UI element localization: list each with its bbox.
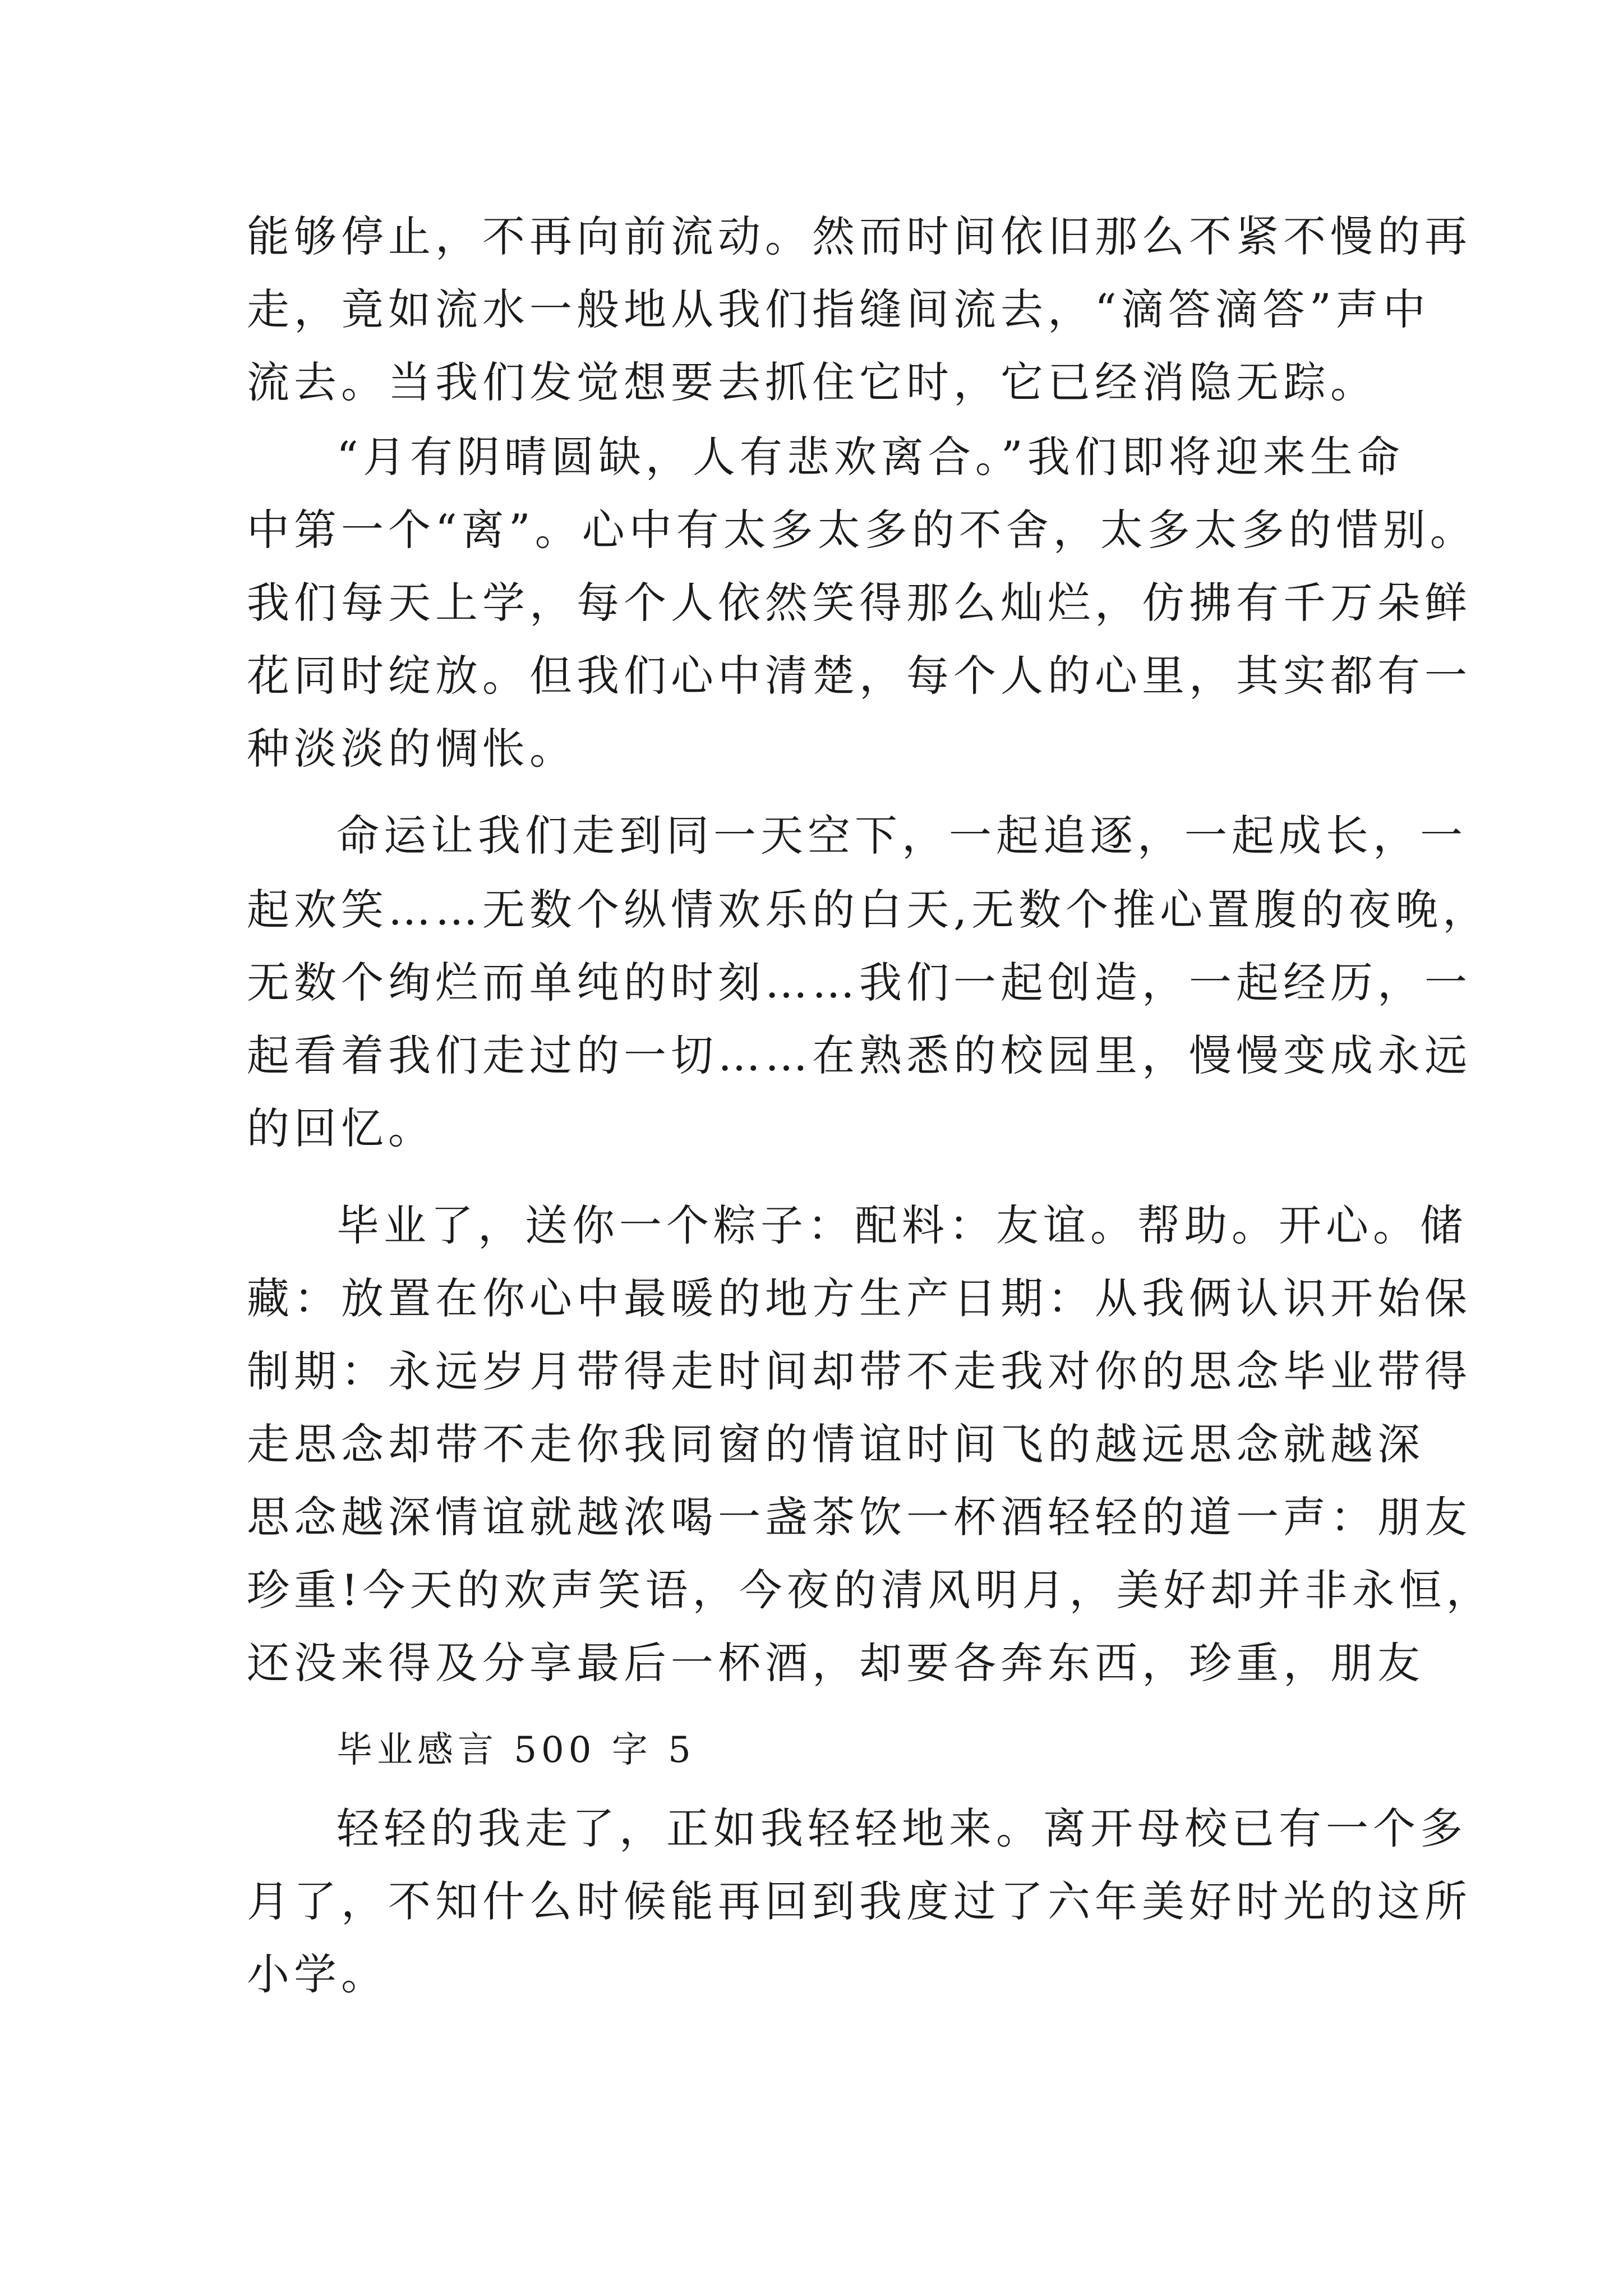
text-line: “月有阴晴圆缺，人有悲欢离合。”我们即将迎来生命 (336, 432, 1404, 482)
text-line: 走思念却带不走你我同窗的情谊时间飞的越远思念就越深 (247, 1419, 1424, 1469)
text-line: 藏：放置在你心中最暖的地方生产日期：从我俩认识开始保 (247, 1273, 1472, 1323)
text-line: 流去。当我们发觉想要去抓住它时，它已经消隐无踪。 (247, 357, 1377, 407)
text-line: 能够停止，不再向前流动。然而时间依旧那么不紧不慢的再 (247, 211, 1472, 261)
text-line: 毕业了，送你一个粽子：配料：友谊。帮助。开心。储 (336, 1200, 1467, 1250)
text-line: 无数个绚烂而单纯的时刻……我们一起创造，一起经历，一 (247, 958, 1472, 1007)
text-line: 走，竟如流水一般地从我们指缝间流去，“滴答滴答”声中 (247, 284, 1430, 334)
text-line: 制期：永远岁月带得走时间却带不走我对你的思念毕业带得 (247, 1346, 1472, 1396)
text-line: 起欢笑……无数个纵情欢乐的白天,无数个推心置腹的夜晚， (247, 885, 1490, 935)
text-line: 起看着我们走过的一切……在熟悉的校园里，慢慢变成永远 (247, 1030, 1472, 1080)
text-line: 轻轻的我走了，正如我轻轻地来。离开母校已有一个多 (336, 1803, 1467, 1853)
text-line: 思念越深情谊就越浓喝一盏茶饮一杯酒轻轻的道一声：朋友 (247, 1492, 1472, 1542)
text-line: 我们每天上学，每个人依然笑得那么灿烂，仿拂有千万朵鲜 (247, 578, 1472, 628)
text-line: 花同时绽放。但我们心中清楚，每个人的心里，其实都有一 (247, 651, 1472, 701)
section-heading: 毕业感言 500 字 5 (336, 1729, 695, 1771)
text-line: 小学。 (247, 1949, 388, 1999)
text-line: 种淡淡的惆怅。 (247, 724, 577, 774)
text-line: 还没来得及分享最后一杯酒，却要各奔东西，珍重，朋友 (247, 1638, 1424, 1688)
text-line: 珍重!今天的欢声笑语，今夜的清风明月，美好却并非永恒， (247, 1565, 1493, 1615)
text-line: 的回忆。 (247, 1103, 435, 1153)
text-line: 命运让我们走到同一天空下，一起追逐，一起成长，一 (336, 811, 1467, 861)
text-line: 中第一个“离”。心中有太多太多的不舍，太多太多的惜别。 (247, 505, 1477, 555)
text-line: 月了，不知什么时候能再回到我度过了六年美好时光的这所 (247, 1876, 1472, 1926)
